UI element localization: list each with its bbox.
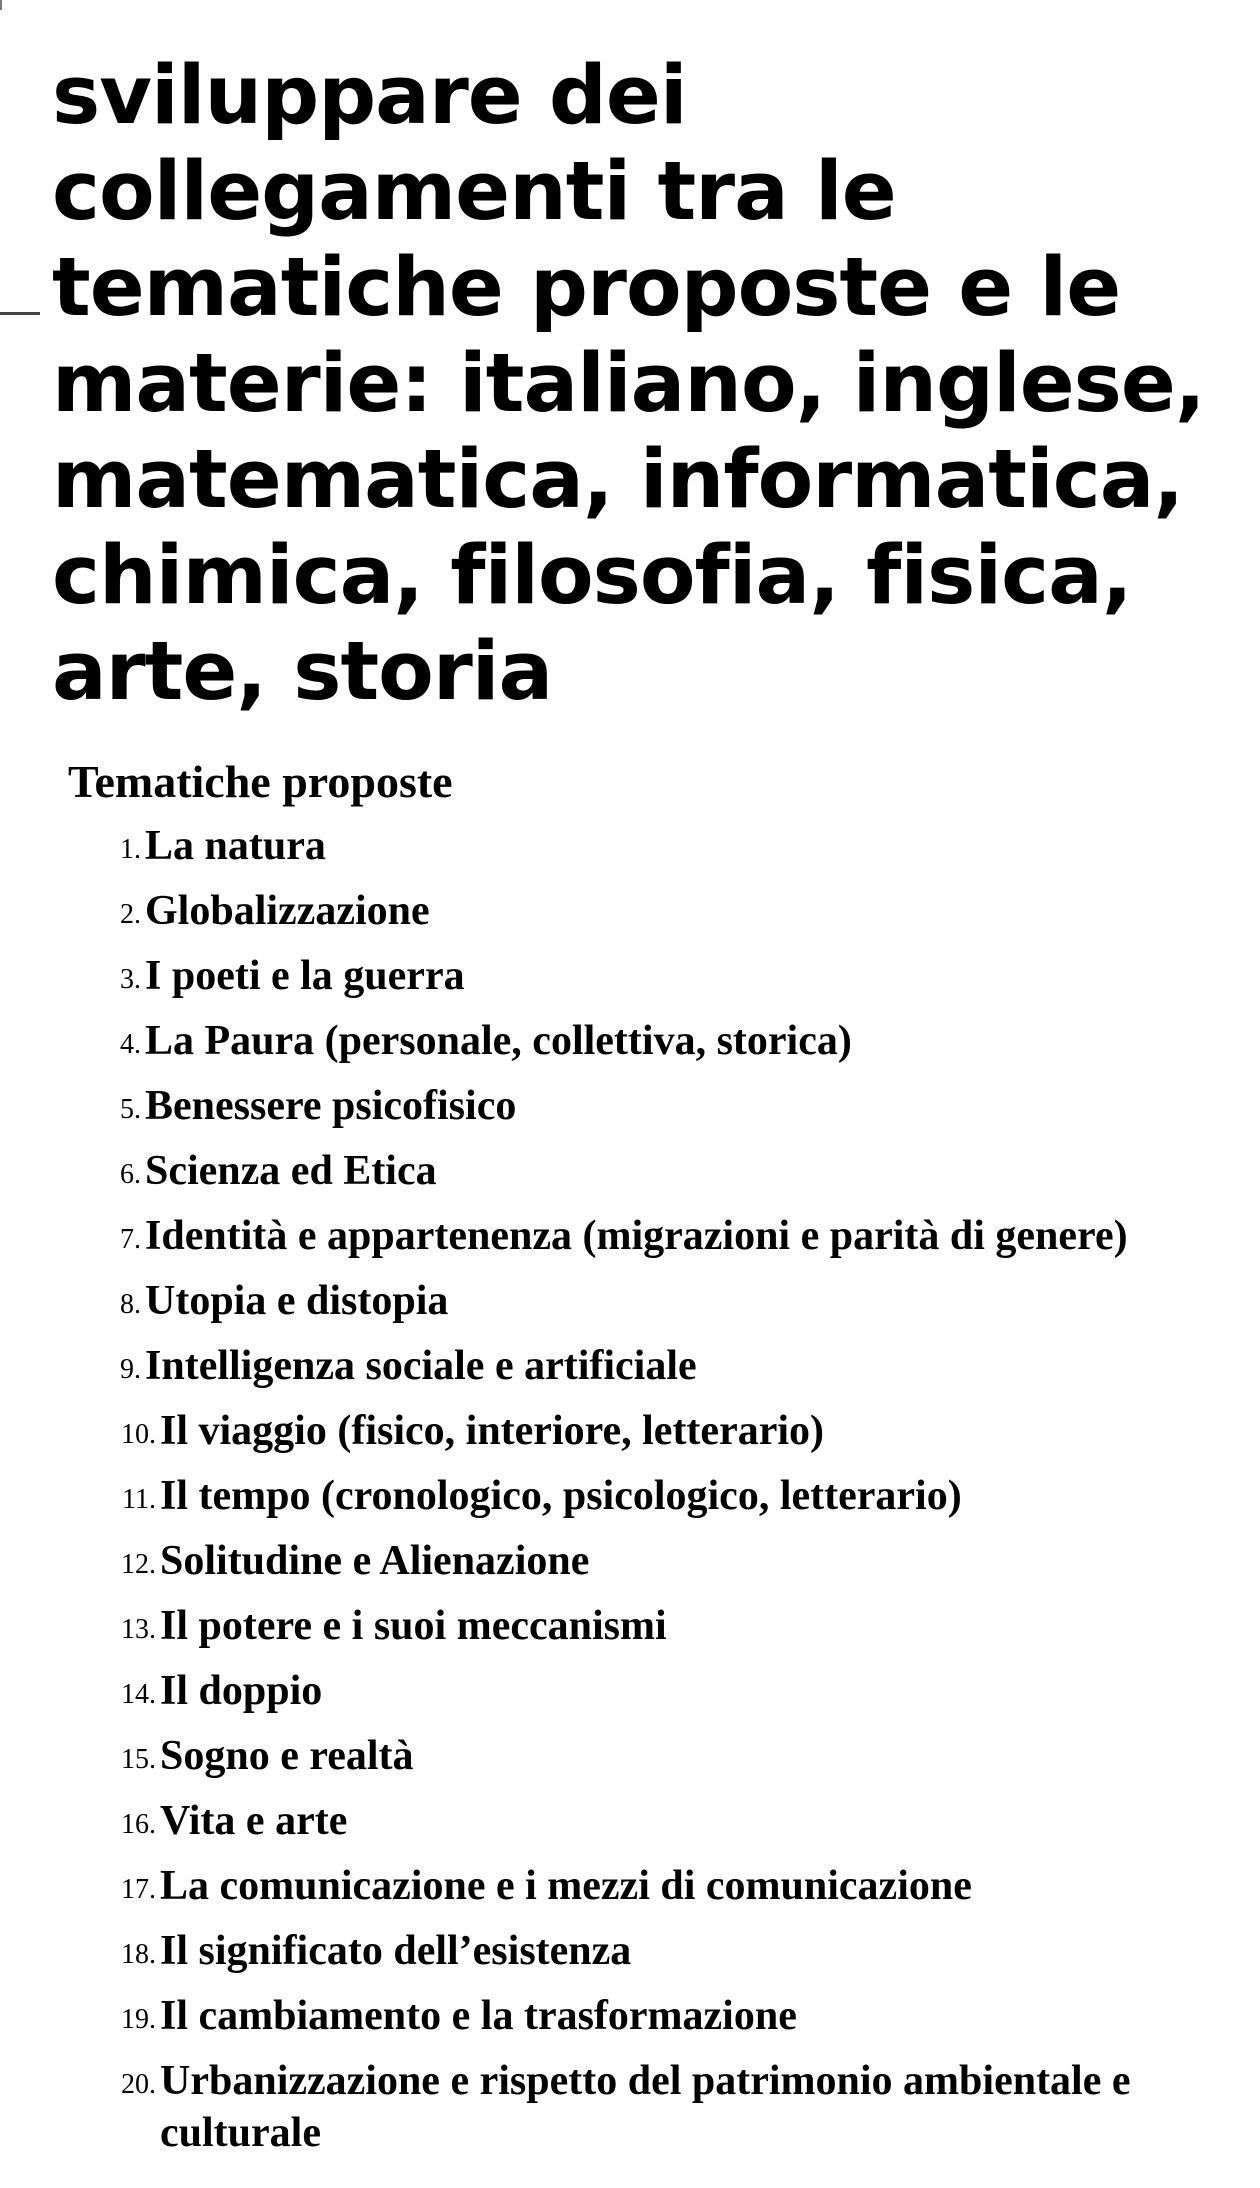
topic-number: 17. [121, 1874, 156, 1905]
topic-label: Il tempo (cronologico, psicologico, letterario) [160, 1473, 962, 1519]
topic-item-14 [0, 1665, 1260, 1730]
topic-item-16 [0, 1795, 1260, 1860]
topic-item-6 [0, 1145, 1260, 1210]
topic-label: Urbanizzazione e rispetto del patrimonio ambientale e culturale [160, 2058, 1131, 2156]
topic-number: 14. [121, 1679, 156, 1710]
topic-number: 20. [121, 2069, 156, 2100]
topic-label: Vita e arte [160, 1798, 348, 1844]
topic-label: Solitudine e Alienazione [160, 1538, 590, 1584]
topic-number: 13. [121, 1614, 156, 1645]
topic-number: 18. [121, 1939, 156, 1970]
topic-label: Benessere psicofisico [145, 1083, 517, 1129]
topic-number: 1. [120, 834, 141, 865]
topic-number: 15. [121, 1744, 156, 1775]
section-title: Tematiche proposte [68, 756, 453, 807]
topic-label: Identità e appartenenza (migrazioni e parità di genere) [145, 1213, 1128, 1259]
topic-number: 6. [120, 1159, 141, 1190]
topic-item-5 [0, 1080, 1260, 1145]
topic-number: 2. [120, 899, 141, 930]
topic-item-15 [0, 1730, 1260, 1795]
topic-label: La natura [145, 823, 326, 869]
page-title: sviluppare dei collegamenti tra le tematiche proposte e le materie: italiano, inglese, matematica, informatica, chimica, filosofia, fisica, arte, storia [52, 49, 1205, 719]
topic-label: I poeti e la guerra [145, 953, 465, 999]
topic-number: 10. [121, 1419, 156, 1450]
topic-label: Intelligenza sociale e artificiale [145, 1343, 697, 1389]
topic-item-1 [0, 820, 1260, 885]
topic-number: 9. [120, 1354, 141, 1385]
topic-item-9 [0, 1340, 1260, 1405]
topic-label: Utopia e distopia [145, 1278, 449, 1324]
topic-number: 3. [120, 964, 141, 995]
topic-number: 8. [120, 1289, 141, 1320]
topic-label: Globalizzazione [145, 888, 430, 934]
topic-item-13 [0, 1600, 1260, 1665]
topic-label: Il doppio [160, 1668, 323, 1714]
topic-number: 7. [120, 1224, 141, 1255]
topic-item-10 [0, 1405, 1260, 1470]
topic-item-2 [0, 885, 1260, 950]
topic-item-18 [0, 1925, 1260, 1990]
topic-label: La comunicazione e i mezzi di comunicazione [160, 1863, 972, 1909]
topics-list [0, 820, 1260, 2169]
topic-number: 5. [120, 1094, 141, 1125]
topic-label: Sogno e realtà [160, 1733, 414, 1779]
topic-label: Il significato dell’esistenza [160, 1928, 632, 1974]
topic-item-8 [0, 1275, 1260, 1340]
topic-label: La Paura (personale, collettiva, storica) [145, 1018, 852, 1064]
topic-label: Il cambiamento e la trasformazione [160, 1993, 797, 2039]
topic-item-4 [0, 1015, 1260, 1080]
topic-item-12 [0, 1535, 1260, 1600]
topic-number: 19. [121, 2004, 156, 2035]
edge-tick-mark [0, 0, 2, 10]
topic-label: Il potere e i suoi meccanismi [160, 1603, 667, 1649]
topic-number: 12. [121, 1549, 156, 1580]
topic-item-11 [0, 1470, 1260, 1535]
topic-number: 4. [120, 1029, 141, 1060]
topic-item-19 [0, 1990, 1260, 2055]
topic-number: 16. [121, 1809, 156, 1840]
topic-label: Il viaggio (fisico, interiore, letterario) [160, 1408, 825, 1454]
topic-item-17 [0, 1860, 1260, 1925]
topic-label: Scienza ed Etica [145, 1148, 437, 1194]
topic-number: 11. [122, 1484, 156, 1515]
topic-item-20 [0, 2055, 1260, 2169]
topic-item-3 [0, 950, 1260, 1015]
topic-item-7 [0, 1210, 1260, 1275]
edge-dash-mark [0, 312, 40, 315]
